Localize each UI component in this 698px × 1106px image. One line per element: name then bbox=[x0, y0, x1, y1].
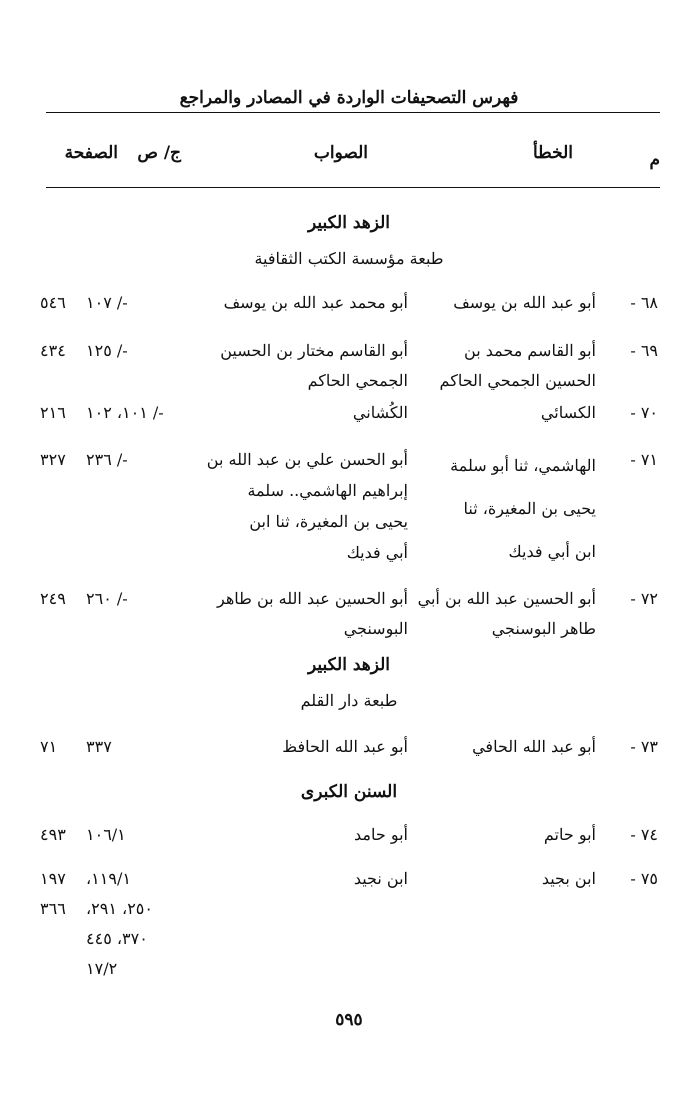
correct-line: يحيى بن المغيرة، ثنا ابن bbox=[249, 512, 408, 531]
page-cell bbox=[40, 336, 90, 366]
column-header-rule bbox=[46, 187, 660, 188]
correct-line: أبو الحسن علي بن عبد الله بن bbox=[206, 450, 408, 469]
page-number: ٥٩٥ bbox=[335, 1010, 363, 1030]
page-line: ٣٦٦ bbox=[40, 899, 66, 918]
section-title: السنن الكبرى bbox=[300, 782, 398, 802]
wrong-line: الكسائي bbox=[540, 403, 596, 422]
volume-page-cell bbox=[86, 288, 196, 318]
volume-page-cell bbox=[86, 820, 196, 850]
wrong-cell bbox=[417, 584, 596, 644]
wrong-cell bbox=[426, 444, 596, 573]
wrong-line: الحسين الجمحي الحاكم bbox=[439, 371, 596, 390]
correct-line: أبي فديك bbox=[346, 543, 408, 562]
volume-page-cell bbox=[86, 864, 196, 984]
wrong-cell bbox=[426, 864, 596, 894]
volume-page-line: ١٧/٢ bbox=[86, 959, 118, 978]
page-line: ٥٤٦ bbox=[40, 293, 66, 312]
page-cell bbox=[40, 584, 90, 614]
page-cell bbox=[40, 864, 90, 924]
column-header-wrong: الخطأ bbox=[532, 143, 573, 163]
row-number: ٧١ - bbox=[630, 450, 658, 469]
wrong-line: أبو عبد الله الحافي bbox=[472, 737, 596, 756]
page-line: ١٩٧ bbox=[40, 869, 66, 888]
wrong-line: ابن أبي فديك bbox=[508, 542, 596, 561]
volume-page-line: -/ ١٠٧ bbox=[86, 293, 128, 312]
running-head: فهرس التصحيفات الواردة في المصادر والمراجع bbox=[179, 88, 519, 108]
wrong-line: ابن بجيد bbox=[541, 869, 596, 888]
wrong-line: أبو عبد الله بن يوسف bbox=[453, 293, 596, 312]
correct-line: أبو محمد عبد الله بن يوسف bbox=[223, 293, 408, 312]
correct-line: أبو الحسين عبد الله بن طاهر bbox=[217, 589, 408, 608]
row-number: ٦٨ - bbox=[630, 293, 658, 312]
volume-page-cell bbox=[86, 336, 196, 366]
page-cell bbox=[40, 732, 90, 762]
wrong-cell bbox=[426, 398, 596, 428]
row-number: ٧٠ - bbox=[630, 403, 658, 422]
column-header-volume-page: ج/ ص bbox=[137, 143, 181, 163]
correct-cell bbox=[226, 732, 408, 762]
wrong-line: يحيى بن المغيرة، ثنا bbox=[463, 499, 596, 518]
wrong-cell bbox=[426, 732, 596, 762]
volume-page-cell bbox=[86, 732, 196, 762]
volume-page-cell bbox=[86, 398, 196, 428]
wrong-line: أبو الحسين عبد الله بن أبي bbox=[417, 589, 596, 608]
correct-cell bbox=[226, 820, 408, 850]
row-number: ٧٢ - bbox=[630, 589, 658, 608]
column-header-number: م bbox=[649, 150, 660, 170]
column-header-correct: الصواب bbox=[313, 143, 368, 163]
page-line: ٣٢٧ bbox=[40, 450, 66, 469]
volume-page-line: -/ ٢٦٠ bbox=[86, 589, 128, 608]
volume-page-line: ١٠٦/١ bbox=[86, 825, 126, 844]
section-heading bbox=[0, 655, 698, 710]
section-title: الزهد الكبير bbox=[307, 655, 391, 675]
section-heading bbox=[0, 782, 698, 802]
page-line: ٤٩٣ bbox=[40, 825, 66, 844]
section-title: الزهد الكبير bbox=[307, 213, 391, 233]
volume-page-line: ٣٧٠، ٤٤٥ bbox=[86, 929, 148, 948]
correct-line: البوسنجي bbox=[343, 619, 408, 638]
correct-line: أبو القاسم مختار بن الحسين bbox=[220, 341, 408, 360]
correct-cell bbox=[226, 398, 408, 428]
volume-page-cell bbox=[86, 444, 196, 475]
volume-page-line: ٣٣٧ bbox=[86, 737, 112, 756]
wrong-cell bbox=[426, 336, 596, 396]
correct-line: أبو حامد bbox=[354, 825, 408, 844]
page-cell bbox=[40, 398, 90, 428]
correct-cell bbox=[223, 288, 408, 318]
wrong-cell bbox=[426, 820, 596, 850]
page-line: ٢٤٩ bbox=[40, 589, 66, 608]
correct-line: إبراهيم الهاشمي.. سلمة bbox=[247, 481, 408, 500]
page-line: ٤٣٤ bbox=[40, 341, 66, 360]
volume-page-line: -/ ٢٣٦ bbox=[86, 450, 128, 469]
row-number: ٦٩ - bbox=[630, 341, 658, 360]
wrong-line: أبو القاسم محمد بن bbox=[464, 341, 596, 360]
wrong-line: أبو حاتم bbox=[543, 825, 596, 844]
correct-line: أبو عبد الله الحافظ bbox=[282, 737, 408, 756]
page-cell bbox=[40, 288, 90, 318]
wrong-line: الهاشمي، ثنا أبو سلمة bbox=[450, 456, 596, 475]
column-header-page: الصفحة bbox=[64, 143, 118, 163]
header-rule bbox=[46, 112, 660, 113]
correct-cell bbox=[217, 584, 408, 644]
correct-cell bbox=[206, 444, 408, 568]
row-number: ٧٤ - bbox=[630, 825, 658, 844]
page-line: ٧١ bbox=[40, 737, 58, 756]
volume-page-line: ١١٩/١، bbox=[86, 869, 131, 888]
section-subtitle: طبعة دار القلم bbox=[300, 691, 398, 710]
correct-line: الجمحي الحاكم bbox=[307, 371, 408, 390]
page-cell bbox=[40, 444, 90, 475]
page-line: ٢١٦ bbox=[40, 403, 66, 422]
volume-page-cell bbox=[86, 584, 196, 614]
volume-page-line: -/ ١٠١، ١٠٢ bbox=[86, 403, 164, 422]
correct-line: الكُشاني bbox=[352, 403, 408, 422]
correct-cell bbox=[226, 864, 408, 894]
section-subtitle: طبعة مؤسسة الكتب الثقافية bbox=[254, 249, 444, 268]
correct-line: ابن نجيد bbox=[353, 869, 408, 888]
wrong-line: طاهر البوسنجي bbox=[491, 619, 596, 638]
volume-page-line: ٢٥٠، ٢٩١، bbox=[86, 899, 153, 918]
row-number: ٧٣ - bbox=[630, 737, 658, 756]
section-heading bbox=[0, 213, 698, 268]
volume-page-line: -/ ١٢٥ bbox=[86, 341, 128, 360]
page-cell bbox=[40, 820, 90, 850]
wrong-cell bbox=[426, 288, 596, 318]
correct-cell bbox=[220, 336, 408, 396]
row-number: ٧٥ - bbox=[630, 869, 658, 888]
